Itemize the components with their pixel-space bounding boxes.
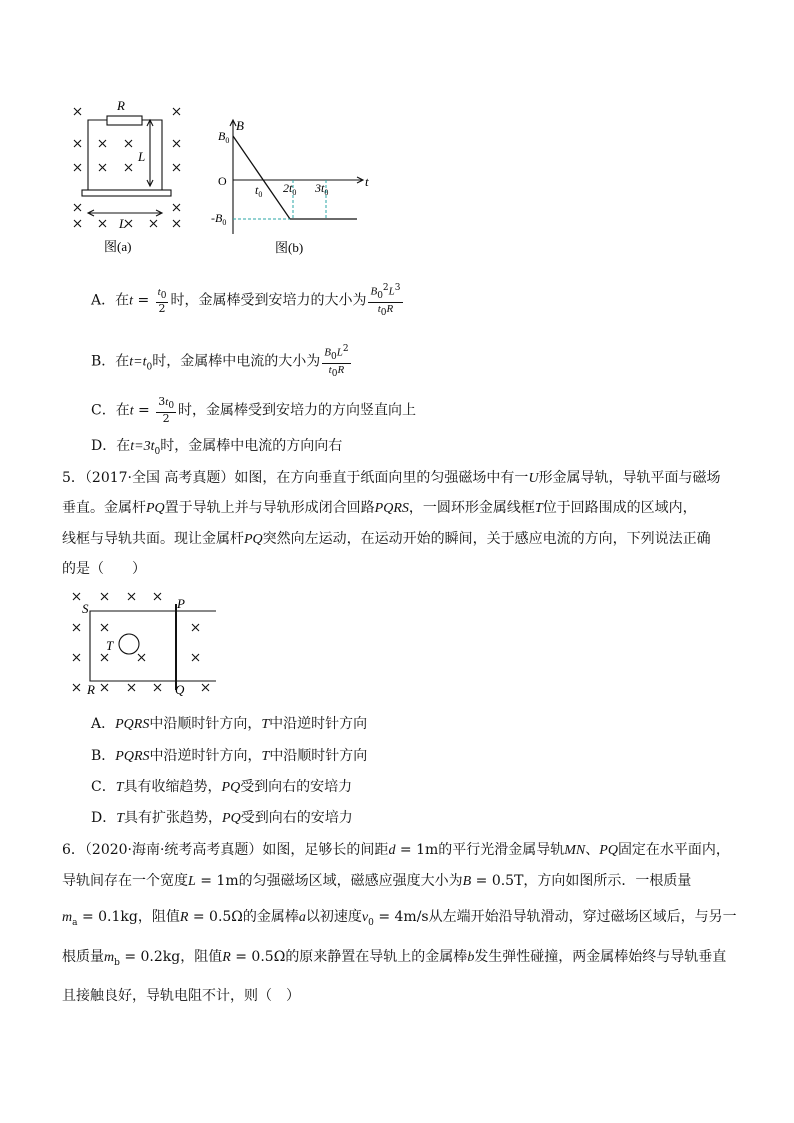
q5-stem-line2: 垂直。金属杆PQ置于导轨上并与导轨形成闭合回路PQRS，一圆环形金属线框T位于回路围成的区域内， [62, 500, 697, 516]
fraction-3t0-over-2: $\frac{3t_0}{2}$ [158, 395, 175, 426]
tick-3t0: $3t_0$ [315, 181, 329, 197]
label-R: R [87, 682, 95, 697]
fraction-t0-over-2: $\frac{t_0}{2}$ [157, 285, 167, 316]
resistor [107, 116, 142, 125]
q5-stem-line1: 5．（2017·全国 高考真题）如图，在方向垂直于纸面向里的匀强磁场中有一U形金属导轨，导轨平面与磁场 [62, 470, 721, 486]
label-origin: O [218, 174, 227, 188]
figure-a [62, 92, 187, 272]
magnetic-field-crosses [73, 593, 209, 691]
tick-B0: $B_0$ [218, 129, 230, 145]
label-S: S [82, 601, 89, 616]
q5-option-b: B．PQRS中沿逆时针方向，T中沿顺时针方向 [91, 748, 368, 764]
q6-stem-line1: 6．（2020·海南·统考高考真题）如图，足够长的间距d = 1m的平行光滑金属导轨MN、PQ固定在水平面内， [62, 842, 730, 858]
q4-option-b: B．在$t=t_0$时，金属棒中电流的大小为 $\frac{B_0L^2}{t_0R}$ [91, 344, 349, 380]
q4-option-c: C．在t = $\frac{3t_0}{2}$ 时，金属棒受到安培力的方向竖直向上 [91, 395, 417, 426]
loop-T [119, 634, 139, 654]
q6-stem-line3: $m_a = 0.1kg$，阻值R = 0.5Ω的金属棒a以初速度$v_0 = 4m/s$从左端开始沿导轨滑动，穿过磁场区域后，与另一 [62, 909, 737, 928]
fraction-force: $\frac{B_0^2L^3}{t_0R}$ [370, 283, 401, 319]
label-R: R [117, 98, 125, 113]
q6-stem-line5: 且接触良好，导轨电阻不计，则（ ） [62, 988, 300, 1004]
tick-negB0: $-B_0$ [211, 211, 227, 227]
q6-stem-line2: 导轨间存在一个宽度L = 1m的匀强磁场区域，磁感应强度大小为B = 0.5T，方向如图所示．一根质量 [62, 873, 692, 889]
q5-stem-line4: 的是（ ） [62, 561, 146, 577]
circuit-frame [88, 120, 162, 190]
q4-option-d: D．在$t=3t_0$时，金属棒中电流的方向向右 [91, 438, 343, 457]
q6-stem-line4: 根质量$m_b = 0.2kg$，阻值R = 0.5Ω的原来静置在导轨上的金属棒b发生弹性碰撞，两金属棒始终与导轨垂直 [62, 949, 727, 968]
label-T: T [106, 638, 114, 653]
q5-option-a: A．PQRS中沿顺时针方向，T中沿逆时针方向 [91, 716, 368, 732]
label-L-bottom: L [119, 216, 127, 231]
guide-dashes [233, 180, 329, 219]
figure-b [205, 112, 385, 262]
label-axis-B: B [236, 118, 244, 133]
q5-figure [68, 590, 223, 698]
label-P: P [177, 596, 185, 611]
tick-t0: $t_0$ [255, 183, 263, 199]
metal-rod [82, 190, 171, 196]
caption-b: 图(b) [275, 240, 304, 255]
q4-option-a: A．在t = $\frac{t_0}{2}$ 时，金属棒受到安培力的大小为 $\frac{B_0^2L^3}{t_0R}$ [91, 283, 401, 319]
label-axis-t: t [365, 174, 369, 189]
tick-2t0: $2t_0$ [283, 181, 297, 197]
fraction-current: $\frac{B_0L^2}{t_0R}$ [324, 344, 349, 380]
caption-a: 图(a) [104, 239, 132, 254]
q5-option-c: C．T具有收缩趋势，PQ受到向右的安培力 [91, 779, 353, 795]
label-Q: Q [175, 682, 185, 697]
q5-option-d: D．T具有扩张趋势，PQ受到向右的安培力 [91, 810, 353, 826]
b-graph-line [233, 136, 357, 219]
label-L-side: L [138, 149, 146, 164]
q5-stem-line3: 线框与导轨共面。现让金属杆PQ突然向左运动，在运动开始的瞬间，关于感应电流的方向，下列说法正确 [62, 531, 711, 547]
magnetic-field-crosses [74, 108, 180, 227]
